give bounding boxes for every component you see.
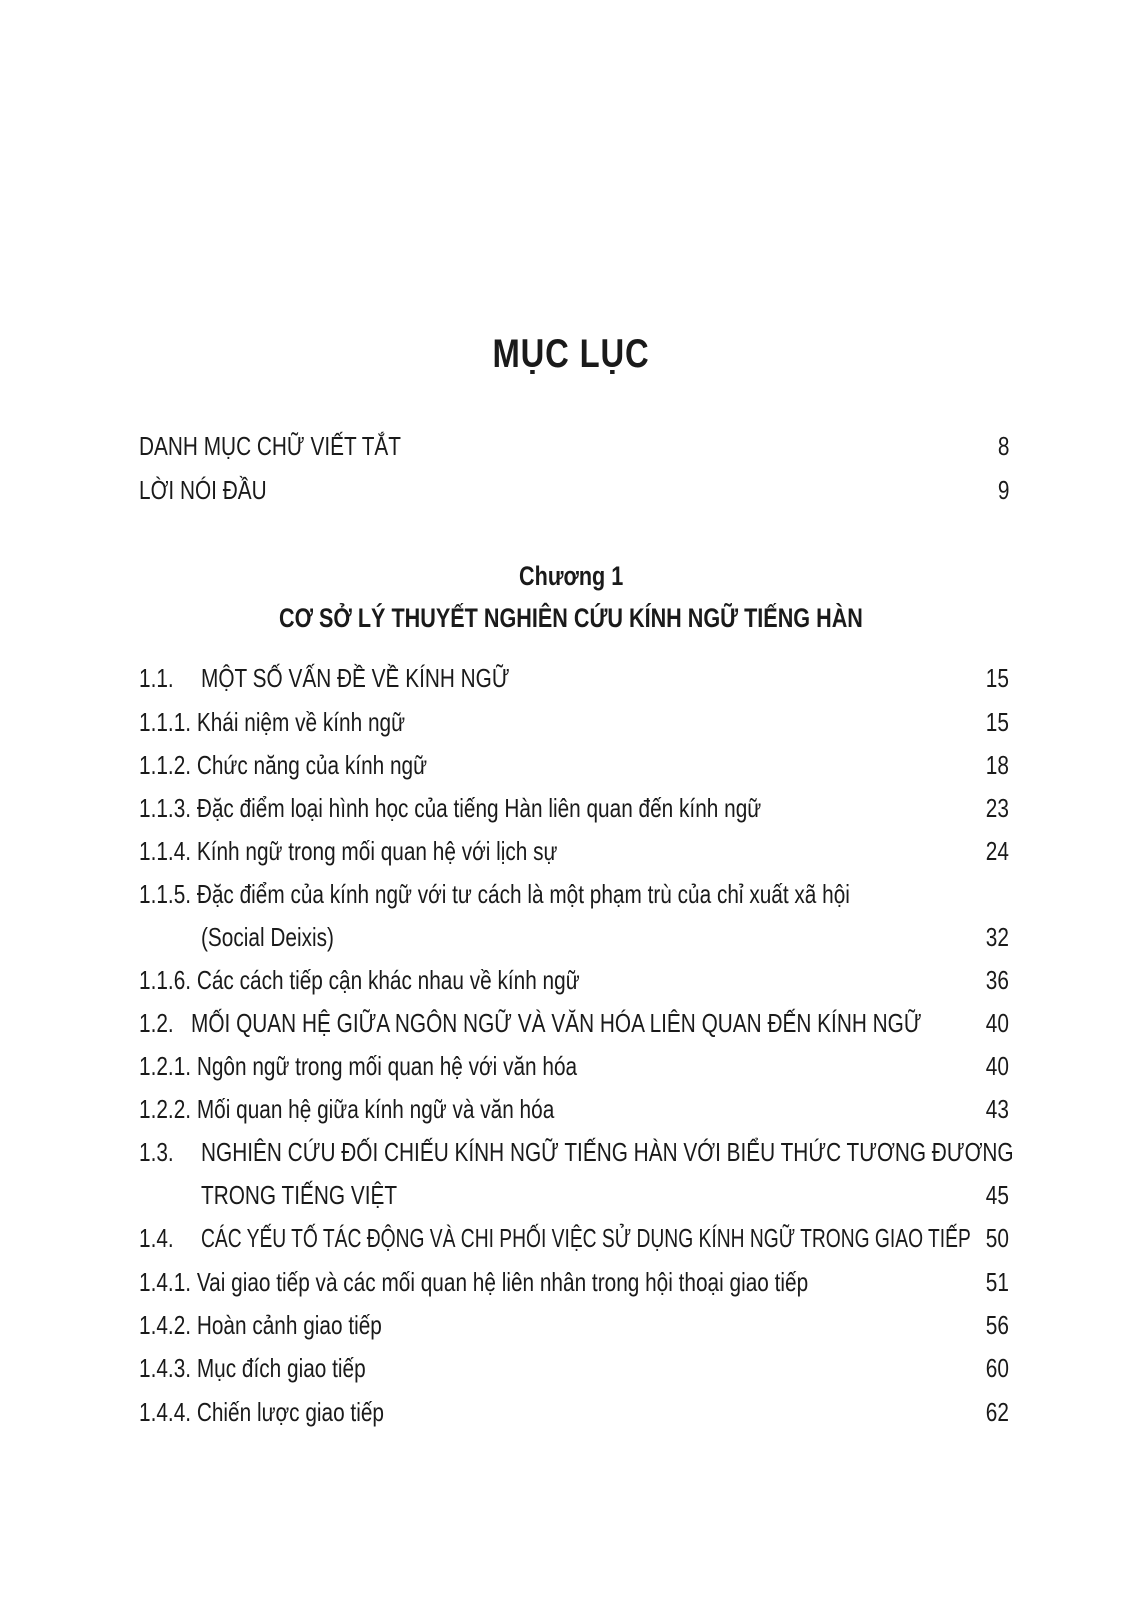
toc-label-text: Đặc điểm của kính ngữ với tư cách là một phạm trù của chỉ xuất xã hội bbox=[196, 879, 850, 909]
toc-label: MỘT SỐ VẤN ĐỀ VỀ KÍNH NGỮ bbox=[201, 663, 510, 693]
toc-page: 40 bbox=[985, 1008, 1009, 1038]
toc-row[interactable] bbox=[139, 1303, 1009, 1347]
toc-row[interactable] bbox=[139, 786, 1009, 830]
toc-label bbox=[139, 743, 427, 787]
toc-row[interactable] bbox=[139, 1346, 1009, 1390]
toc-label bbox=[139, 872, 850, 916]
toc-label bbox=[139, 1390, 384, 1434]
toc-label-text: Mối quan hệ giữa kính ngữ và văn hóa bbox=[196, 1094, 555, 1124]
toc-row[interactable] bbox=[139, 958, 1009, 1002]
toc-page: 8 bbox=[997, 431, 1009, 461]
toc-number: 1.1.6. bbox=[139, 965, 192, 995]
toc-label bbox=[139, 1260, 808, 1304]
toc-label bbox=[139, 1346, 366, 1390]
toc-page: 50 bbox=[985, 1223, 1009, 1253]
toc-label bbox=[139, 1044, 577, 1088]
toc-label-text: Chức năng của kính ngữ bbox=[196, 750, 428, 780]
toc-row[interactable] bbox=[139, 1087, 1009, 1131]
toc-label-text: Ngôn ngữ trong mối quan hệ với văn hóa bbox=[196, 1051, 578, 1081]
toc-page: 15 bbox=[985, 707, 1009, 737]
chapter-number bbox=[0, 556, 1142, 596]
toc-row[interactable] bbox=[139, 1130, 1014, 1174]
toc-label-text: Kính ngữ trong mối quan hệ với lịch sự bbox=[196, 836, 558, 866]
toc-label bbox=[139, 829, 557, 873]
toc-label-text: Mục đích giao tiếp bbox=[196, 1353, 366, 1383]
toc-page: 43 bbox=[985, 1094, 1009, 1124]
toc-row[interactable] bbox=[139, 1260, 1009, 1304]
toc-page: 18 bbox=[985, 750, 1009, 780]
toc-number: 1.3. bbox=[139, 1137, 174, 1167]
toc-number: 1.4.3. bbox=[139, 1353, 192, 1383]
toc-row-front-2[interactable] bbox=[139, 468, 1009, 512]
toc-label-text: Đặc điểm loại hình học của tiếng Hàn liên quan đến kính ngữ bbox=[196, 793, 762, 823]
toc-label: CÁC YẾU TỐ TÁC ĐỘNG VÀ CHI PHỐI VIỆC SỬ DỤNG KÍNH NGỮ TRONG GIAO TIẾP bbox=[201, 1223, 971, 1253]
toc-row[interactable] bbox=[139, 1216, 1009, 1260]
toc-number: 1.1.2. bbox=[139, 750, 192, 780]
chapter-title-text: CƠ SỞ LÝ THUYẾT NGHIÊN CỨU KÍNH NGỮ TIẾNG HÀN bbox=[279, 603, 863, 633]
toc-label bbox=[139, 700, 405, 744]
toc-label: NGHIÊN CỨU ĐỐI CHIẾU KÍNH NGỮ TIẾNG HÀN VỚI BIỂU THỨC TƯƠNG ĐƯƠNG bbox=[201, 1137, 1014, 1167]
toc-label-text: Vai giao tiếp và các mối quan hệ liên nhân trong hội thoại giao tiếp bbox=[196, 1267, 809, 1297]
toc-page: 36 bbox=[985, 965, 1009, 995]
toc-number: 1.4.4. bbox=[139, 1397, 192, 1427]
toc-page: 51 bbox=[985, 1267, 1009, 1297]
toc-number: 1.4. bbox=[139, 1223, 174, 1253]
toc-label-continuation: (Social Deixis) bbox=[201, 922, 334, 952]
toc-number: 1.1.1. bbox=[139, 707, 192, 737]
toc-row[interactable] bbox=[139, 743, 1009, 787]
toc-label: DANH MỤC CHỮ VIẾT TẮT bbox=[139, 431, 401, 461]
toc-label: LỜI NÓI ĐẦU bbox=[139, 475, 267, 505]
toc-page: 56 bbox=[985, 1310, 1009, 1340]
toc-page: 23 bbox=[985, 793, 1009, 823]
toc-number: 1.1.4. bbox=[139, 836, 192, 866]
toc-title: MỤC LỤC bbox=[492, 332, 650, 376]
toc-label bbox=[139, 1001, 922, 1045]
toc-page: 62 bbox=[985, 1397, 1009, 1427]
toc-number: 1.1. bbox=[139, 663, 174, 693]
toc-row[interactable] bbox=[139, 1044, 1009, 1088]
toc-row[interactable] bbox=[139, 656, 1009, 700]
chapter-title bbox=[0, 598, 1142, 638]
toc-label-text: Hoàn cảnh giao tiếp bbox=[196, 1310, 382, 1340]
toc-page: 24 bbox=[985, 836, 1009, 866]
toc-number: 1.2. bbox=[139, 1008, 174, 1038]
toc-label bbox=[139, 958, 580, 1002]
toc-number: 1.2.1. bbox=[139, 1051, 192, 1081]
toc-label-continuation: TRONG TIẾNG VIỆT bbox=[201, 1180, 398, 1210]
toc-label bbox=[139, 786, 761, 830]
toc-page: 40 bbox=[985, 1051, 1009, 1081]
chapter-number-text: Chương 1 bbox=[518, 561, 624, 591]
toc-number: 1.2.2. bbox=[139, 1094, 192, 1124]
toc-page: 15 bbox=[985, 663, 1009, 693]
toc-page: 45 bbox=[985, 1180, 1009, 1210]
toc-number: 1.4.1. bbox=[139, 1267, 192, 1297]
toc-label-text: MỐI QUAN HỆ GIỮA NGÔN NGỮ VÀ VĂN HÓA LIÊN QUAN ĐẾN KÍNH NGỮ bbox=[191, 1008, 922, 1038]
toc-row[interactable] bbox=[139, 829, 1009, 873]
toc-row[interactable] bbox=[139, 1001, 1009, 1045]
toc-label-text: Chiến lược giao tiếp bbox=[196, 1397, 384, 1427]
toc-page: 32 bbox=[985, 922, 1009, 952]
toc-label bbox=[139, 1087, 554, 1131]
toc-row[interactable] bbox=[139, 872, 1009, 916]
toc-row-front-1[interactable] bbox=[139, 424, 1009, 468]
toc-label bbox=[139, 1303, 382, 1347]
toc-row-continuation[interactable] bbox=[139, 915, 1009, 959]
toc-row[interactable] bbox=[139, 700, 1009, 744]
toc-page: 9 bbox=[997, 475, 1009, 505]
toc-number: 1.1.3. bbox=[139, 793, 192, 823]
toc-row-continuation[interactable] bbox=[139, 1173, 1009, 1217]
toc-page: 60 bbox=[985, 1353, 1009, 1383]
toc-label-text: Khái niệm về kính ngữ bbox=[196, 707, 406, 737]
toc-number: 1.4.2. bbox=[139, 1310, 192, 1340]
toc-row[interactable] bbox=[139, 1390, 1009, 1434]
toc-number: 1.1.5. bbox=[139, 879, 192, 909]
toc-label-text: Các cách tiếp cận khác nhau về kính ngữ bbox=[196, 965, 580, 995]
